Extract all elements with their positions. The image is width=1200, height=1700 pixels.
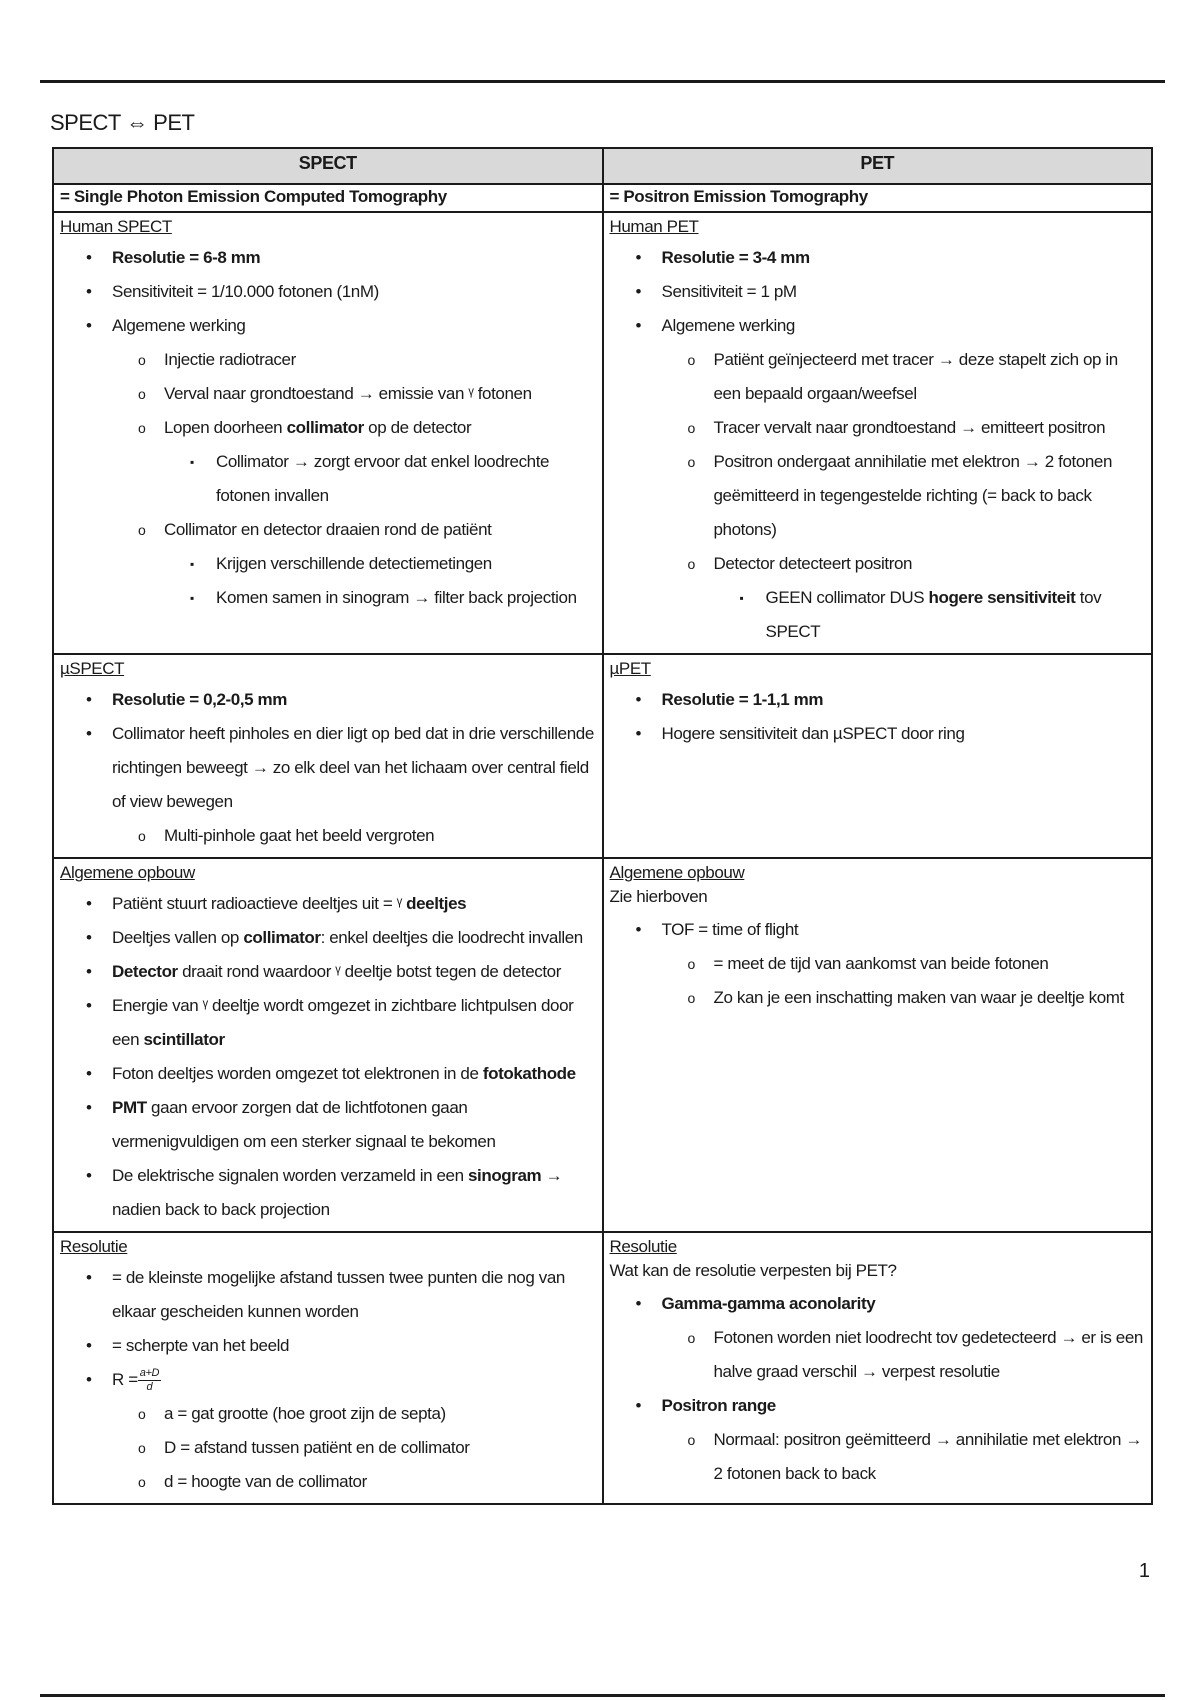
list-item: ▪ Krijgen verschillende detectiemetingen <box>164 547 596 581</box>
bullet-list <box>610 1287 1146 1491</box>
opbouw-spect-cell <box>53 858 603 1232</box>
formula-numerator: a+D <box>139 1366 160 1379</box>
list-item: ▪ GEEN collimator DUS hogere sensitiviteit tov SPECT <box>714 581 1146 649</box>
list-item: • De elektrische signalen worden verzameld in een sinogram → nadien back to back projection <box>60 1159 596 1227</box>
resolutie-pet-cell <box>603 1232 1153 1504</box>
bullet-list <box>610 241 1146 649</box>
list-item: • Sensitiviteit = 1/10.000 fotonen (1nM) <box>60 275 596 309</box>
list-item: • Energie van ᵞ deeltje wordt omgezet in zichtbare lichtpulsen door een scintillator <box>60 989 596 1057</box>
sub-sub-list <box>164 445 596 513</box>
list-item: • TOF = time of flight o = meet de tijd van aankomst van beide fotonen o Zo kan je een inschatting maken van waar je deeltje komt <box>610 913 1146 1015</box>
definition-pet: = Positron Emission Tomography <box>603 184 1153 212</box>
document-title: SPECT ⇔ PET <box>50 110 195 135</box>
list-item: ▪ Collimator → zorgt ervoor dat enkel loodrechte fotonen invallen <box>164 445 596 513</box>
section-title: Resolutie <box>609 1237 677 1256</box>
section-title: µPET <box>609 659 651 678</box>
list-item: o = meet de tijd van aankomst van beide fotonen <box>662 947 1146 981</box>
sub-sub-list <box>164 547 596 615</box>
bullet-list <box>60 1261 596 1499</box>
sub-list <box>112 1397 596 1499</box>
list-item: o Normaal: positron geëmitteerd → annihilatie met elektron → 2 fotonen back to back <box>662 1423 1146 1491</box>
list-item: • Collimator heeft pinholes en dier ligt op bed dat in drie verschillende richtingen beweegt → zo elk deel van het lichaam over central field of view bewegen o Multi-pinhole gaat het beeld vergroten <box>60 717 596 853</box>
header-spect: SPECT <box>53 148 603 184</box>
bullet-list <box>60 683 596 853</box>
micro-pet-cell <box>603 654 1153 858</box>
list-item: o Injectie radiotracer <box>112 343 596 377</box>
sub-list <box>662 343 1146 649</box>
definition-row <box>53 184 1152 212</box>
list-item: • Patiënt stuurt radioactieve deeltjes uit = ᵞ deeltjes <box>60 887 596 921</box>
list-item: • = scherpte van het beeld <box>60 1329 596 1363</box>
human-spect-cell <box>53 212 603 654</box>
header-pet: PET <box>603 148 1153 184</box>
human-row <box>53 212 1152 654</box>
opbouw-pet-cell <box>603 858 1153 1232</box>
section-title: Algemene opbouw <box>609 863 745 882</box>
sub-list <box>662 947 1146 1015</box>
definition-spect: = Single Photon Emission Computed Tomography <box>53 184 603 212</box>
header-row <box>53 148 1152 184</box>
bottom-rule <box>40 1694 1165 1697</box>
sub-list <box>112 819 596 853</box>
sub-list <box>662 1423 1146 1491</box>
formula-denominator: d <box>146 1380 153 1393</box>
bullet-list <box>60 241 596 615</box>
list-item: • Deeltjes vallen op collimator: enkel deeltjes die loodrecht invallen <box>60 921 596 955</box>
list-item: • Resolutie = 1-1,1 mm <box>610 683 1146 717</box>
list-item: • Gamma-gamma aconolarity o Fotonen worden niet loodrecht tov gedetecteerd → er is een halve graad verschil → verpest resolutie <box>610 1287 1146 1389</box>
opbouw-row <box>53 858 1152 1232</box>
list-item: o Fotonen worden niet loodrecht tov gedetecteerd → er is een halve graad verschil → verpest resolutie <box>662 1321 1146 1389</box>
list-item: • = de kleinste mogelijke afstand tussen twee punten die nog van elkaar gescheiden kunnen worden <box>60 1261 596 1329</box>
list-item: o Collimator en detector draaien rond de patiënt ▪ Krijgen verschillende detectiemetingen ▪ Komen samen in sinogram → filter back projection <box>112 513 596 615</box>
list-item: o Multi-pinhole gaat het beeld vergroten <box>112 819 596 853</box>
list-item: ▪ Komen samen in sinogram → filter back projection <box>164 581 596 615</box>
micro-spect-cell <box>53 654 603 858</box>
list-item: o Patiënt geïnjecteerd met tracer → deze stapelt zich op in een bepaald orgaan/weefsel <box>662 343 1146 411</box>
section-title: Resolutie <box>60 1237 128 1256</box>
list-item: • Positron range o Normaal: positron geëmitteerd → annihilatie met elektron → 2 fotonen back to back <box>610 1389 1146 1491</box>
sub-sub-list <box>714 581 1146 649</box>
list-item: • Algemene werking o Injectie radiotracer o Verval naar grondtoestand → emissie van ᵞ fotonen o Lopen doorheen collimator op de detector ▪ Collimator → zorgt ervoor dat enkel loodrechte fotonen invallen o Collimator en detector draaien rond de patiënt ▪ Krijgen verschillende detectiemetingen ▪ Komen samen in sinogram → filter back projection <box>60 309 596 615</box>
list-item: • Algemene werking o Patiënt geïnjecteerd met tracer → deze stapelt zich op in een bepaald orgaan/weefsel o Tracer vervalt naar grondtoestand → emitteert positron o Positron ondergaat annihilatie met elektron → 2 fotonen geëmitteerd in tegengestelde richting (= back to back photons) o Detector detecteert positron ▪ GEEN collimator DUS hogere sensitiviteit tov SPECT <box>610 309 1146 649</box>
list-item: o Positron ondergaat annihilatie met elektron → 2 fotonen geëmitteerd in tegengestelde richting (= back to back photons) <box>662 445 1146 547</box>
sub-list <box>112 343 596 615</box>
section-title: Human PET <box>609 217 699 236</box>
bullet-list <box>610 683 1146 751</box>
micro-row <box>53 654 1152 858</box>
list-item: o d = hoogte van de collimator <box>112 1465 596 1499</box>
list-item: • Resolutie = 3-4 mm <box>610 241 1146 275</box>
list-item <box>60 1363 596 1499</box>
list-item: • Resolutie = 0,2-0,5 mm <box>60 683 596 717</box>
list-item: • Hogere sensitiviteit dan µSPECT door ring <box>610 717 1146 751</box>
section-title: Human SPECT <box>60 217 172 236</box>
formula: • R = $\frac{a+D}{d}$ <box>112 1366 160 1393</box>
list-item: o Lopen doorheen collimator op de detector ▪ Collimator → zorgt ervoor dat enkel loodrechte fotonen invallen <box>112 411 596 513</box>
bullet-list <box>610 913 1146 1015</box>
list-item: • Sensitiviteit = 1 pM <box>610 275 1146 309</box>
list-item: o Verval naar grondtoestand → emissie van ᵞ fotonen <box>112 377 596 411</box>
list-item: • Resolutie = 6-8 mm <box>60 241 596 275</box>
page-number: 1 <box>1138 1560 1150 1582</box>
list-item: o Zo kan je een inschatting maken van waar je deeltje komt <box>662 981 1146 1015</box>
list-item: • Detector draait rond waardoor ᵞ deeltje botst tegen de detector <box>60 955 596 989</box>
list-item: • Foton deeltjes worden omgezet tot elektronen in de fotokathode <box>60 1057 596 1091</box>
list-item: o Tracer vervalt naar grondtoestand → emitteert positron <box>662 411 1146 445</box>
list-item: o a = gat grootte (hoe groot zijn de septa) <box>112 1397 596 1431</box>
section-title: Algemene opbouw <box>60 863 195 882</box>
list-item: o Detector detecteert positron ▪ GEEN collimator DUS hogere sensitiviteit tov SPECT <box>662 547 1146 649</box>
list-item: • PMT gaan ervoor zorgen dat de lichtfotonen gaan vermenigvuldigen om een sterker signaal te bekomen <box>60 1091 596 1159</box>
comparison-table <box>52 147 1153 1505</box>
section-title: µSPECT <box>60 659 125 678</box>
sub-list <box>662 1321 1146 1389</box>
top-rule <box>40 80 1165 83</box>
section-intro: Zie hierboven <box>609 887 708 906</box>
list-item: o D = afstand tussen patiënt en de collimator <box>112 1431 596 1465</box>
human-pet-cell <box>603 212 1153 654</box>
section-question: Wat kan de resolutie verpesten bij PET? <box>609 1261 897 1280</box>
resolutie-row <box>53 1232 1152 1504</box>
bullet-list <box>60 887 596 1227</box>
resolutie-spect-cell <box>53 1232 603 1504</box>
